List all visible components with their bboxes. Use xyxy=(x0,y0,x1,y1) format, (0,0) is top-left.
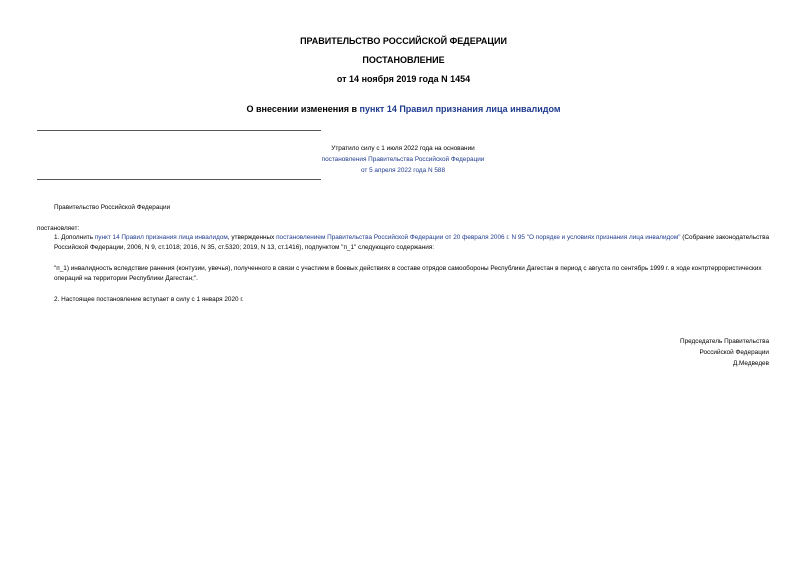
title-link-rule-14[interactable]: пункт 14 Правил признания лица инвалидом xyxy=(359,104,561,114)
repeal-note-link-date[interactable]: от 5 апреля 2022 года N 588 xyxy=(360,167,446,174)
signature-position: Председатель Правительства xyxy=(680,338,769,345)
paragraph-1-start: 1. Дополнить xyxy=(54,234,95,241)
header-date-number: от 14 ноября 2019 года N 1454 xyxy=(336,74,471,84)
repeal-note xyxy=(220,143,586,176)
signature-name: Д.Медведев xyxy=(732,360,769,367)
header-document-type: ПОСТАНОВЛЕНИЕ xyxy=(362,55,445,65)
header-government: ПРАВИТЕЛЬСТВО РОССИЙСКОЙ ФЕДЕРАЦИИ xyxy=(300,36,507,46)
bottom-divider xyxy=(37,179,321,180)
paragraph-1-link-rule-14[interactable]: пункт 14 Правил признания лица инвалидом xyxy=(94,234,228,241)
document-title xyxy=(0,104,807,114)
document-title-prefix: О внесении изменения в xyxy=(246,104,360,114)
top-divider xyxy=(37,130,321,131)
paragraph-1-middle: , утвержденных xyxy=(227,234,277,241)
paragraph-1 xyxy=(54,233,770,253)
repeal-note-text: Утратило силу с 1 июля 2022 года на основании xyxy=(331,145,475,152)
repeal-note-link-decree[interactable]: постановления Правительства Российской Федерации xyxy=(321,156,485,163)
resolves-text: постановляет: xyxy=(37,225,80,232)
quoted-subparagraph: "п_1) инвалидность вследствие ранения (контузии, увечья), полученного в связи с участием в боевых действиях в составе отрядов самообороны Республики Дагестан в период с августа по сентябрь 1999 г. в ходе контртеррористических операций на территории Республики Дагестан;". xyxy=(54,265,762,282)
signature-block xyxy=(560,336,769,369)
paragraph-1-end: (Собрание законодательства Российской Федерации, 2006, N 9, ст.1018; 2016, N 35, ст.5320; 2019, N 13, ст.1416), подпунктом "п_1" следующего содержания: xyxy=(54,234,770,251)
paragraph-1-link-decree-95[interactable]: постановлением Правительства Российской Федерации от 20 февраля 2006 г. N 95 "О порядке и условиях признания лица инвалидом" xyxy=(276,234,681,241)
issuer-text: Правительство Российской Федерации xyxy=(54,204,171,211)
paragraph-2: 2. Настоящее постановление вступает в силу с 1 января 2020 г. xyxy=(54,296,244,303)
signature-organization: Российской Федерации xyxy=(699,349,769,356)
